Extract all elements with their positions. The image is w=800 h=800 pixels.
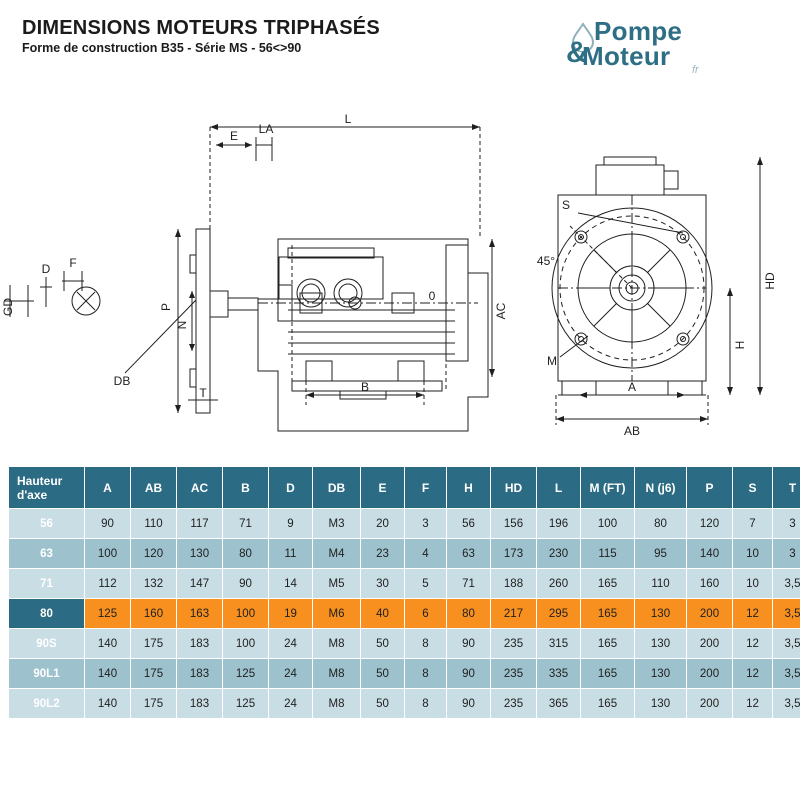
table-cell: 90 [447, 629, 491, 659]
table-cell: 80 [447, 599, 491, 629]
table-cell: 147 [177, 569, 223, 599]
table-cell: 196 [537, 509, 581, 539]
table-cell: 183 [177, 689, 223, 719]
table-cell: 165 [581, 629, 635, 659]
motor-front-view [552, 157, 763, 425]
table-cell: 200 [687, 629, 733, 659]
table-cell: 365 [537, 689, 581, 719]
label-D: D [41, 262, 51, 276]
table-cell: M6 [313, 599, 361, 629]
table-cell: 19 [269, 599, 313, 629]
table-cell: 125 [223, 689, 269, 719]
label-LA: LA [258, 122, 274, 136]
table-cell: 71 [223, 509, 269, 539]
table-cell: M8 [313, 659, 361, 689]
table-column-header: A [85, 467, 131, 509]
label-HD: HD [763, 272, 777, 290]
table-header-row [9, 467, 800, 509]
table-cell: 130 [635, 659, 687, 689]
table-column-header: M (FT) [581, 467, 635, 509]
table-cell: 315 [537, 629, 581, 659]
table-cell: 165 [581, 599, 635, 629]
table-cell: 3,5 [773, 569, 800, 599]
table-row [9, 599, 800, 629]
table-cell: 12 [733, 599, 773, 629]
table-cell: M3 [313, 509, 361, 539]
table-column-header: B [223, 467, 269, 509]
table-cell: 4 [405, 539, 447, 569]
brand-logo [566, 14, 782, 80]
table-cell: 12 [733, 629, 773, 659]
table-cell: 100 [223, 599, 269, 629]
table-cell: 40 [361, 599, 405, 629]
table-cell: 165 [581, 659, 635, 689]
logo-line1: Pompe [594, 16, 683, 46]
table-cell: 71 [447, 569, 491, 599]
table-cell: 100 [581, 509, 635, 539]
table-row [9, 659, 800, 689]
table-cell: 90 [447, 689, 491, 719]
page-title: DIMENSIONS MOTEURS TRIPHASÉS [22, 17, 380, 39]
table-cell: 3,5 [773, 599, 800, 629]
table-cell: 120 [687, 509, 733, 539]
table-row-label: 90L2 [9, 689, 85, 719]
dimensions-table-wrapper [8, 466, 800, 719]
page-subtitle: Forme de construction B35 - Série MS - 56<>90 [22, 41, 302, 55]
table-cell: 295 [537, 599, 581, 629]
table-row-label: 71 [9, 569, 85, 599]
table-column-header: T [773, 467, 800, 509]
table-row-label: 90L1 [9, 659, 85, 689]
table-cell: 125 [223, 659, 269, 689]
table-cell: 100 [223, 629, 269, 659]
table-cell: 112 [85, 569, 131, 599]
table-cell: 12 [733, 659, 773, 689]
table-cell: 12 [733, 689, 773, 719]
table-cell: 140 [85, 659, 131, 689]
table-cell: 175 [131, 659, 177, 689]
shaft-detail [4, 271, 100, 317]
table-cell: 24 [269, 659, 313, 689]
table-cell: 90 [85, 509, 131, 539]
table-row [9, 689, 800, 719]
table-cell: 165 [581, 569, 635, 599]
table-column-header: E [361, 467, 405, 509]
table-column-header: D [269, 467, 313, 509]
motor-side-view [210, 124, 495, 431]
table-row [9, 539, 800, 569]
table-cell: 130 [635, 629, 687, 659]
table-cell: 140 [85, 629, 131, 659]
table-cell: 130 [177, 539, 223, 569]
table-column-header: H [447, 467, 491, 509]
table-column-header: S [733, 467, 773, 509]
logo-ampersand: & [566, 36, 588, 69]
table-cell: 175 [131, 689, 177, 719]
table-row-label: 63 [9, 539, 85, 569]
label-AC: AC [494, 302, 508, 320]
motor-dimension-drawing [0, 95, 800, 460]
table-cell: 175 [131, 629, 177, 659]
table-cell: 260 [537, 569, 581, 599]
table-cell: M4 [313, 539, 361, 569]
table-cell: 5 [405, 569, 447, 599]
table-cell: 50 [361, 629, 405, 659]
label-B: B [360, 380, 370, 394]
table-cell: 10 [733, 539, 773, 569]
table-cell: 115 [581, 539, 635, 569]
label-L: L [344, 112, 352, 126]
table-cell: 56 [447, 509, 491, 539]
table-cell: 188 [491, 569, 537, 599]
table-cell: 6 [405, 599, 447, 629]
table-cell: 63 [447, 539, 491, 569]
table-cell: 235 [491, 629, 537, 659]
table-cell: 23 [361, 539, 405, 569]
table-cell: 160 [687, 569, 733, 599]
table-cell: 183 [177, 659, 223, 689]
table-cell: 165 [581, 689, 635, 719]
label-DB: DB [113, 374, 131, 388]
table-cell: 100 [85, 539, 131, 569]
table-cell: 335 [537, 659, 581, 689]
table-body [9, 509, 800, 719]
table-cell: 3,5 [773, 689, 800, 719]
label-AB: AB [623, 424, 641, 438]
label-A: A [627, 380, 637, 394]
label-E: E [229, 129, 239, 143]
table-cell: 130 [635, 599, 687, 629]
table-cell: 3 [405, 509, 447, 539]
table-column-header: Hauteur d'axe [9, 467, 85, 509]
table-cell: 183 [177, 629, 223, 659]
label-F: F [69, 256, 77, 270]
table-cell: 125 [85, 599, 131, 629]
table-cell: M5 [313, 569, 361, 599]
table-cell: 30 [361, 569, 405, 599]
table-cell: 200 [687, 689, 733, 719]
label-GD: GD [1, 298, 15, 316]
table-cell: 50 [361, 659, 405, 689]
dimensions-table [8, 466, 800, 719]
table-cell: 140 [85, 689, 131, 719]
table-cell: 10 [733, 569, 773, 599]
label-P: P [159, 302, 173, 312]
table-cell: 163 [177, 599, 223, 629]
table-cell: 140 [687, 539, 733, 569]
table-cell: 156 [491, 509, 537, 539]
table-cell: 95 [635, 539, 687, 569]
table-cell: 132 [131, 569, 177, 599]
table-row-label: 56 [9, 509, 85, 539]
technical-drawing [0, 95, 800, 460]
table-column-header: L [537, 467, 581, 509]
table-cell: 8 [405, 629, 447, 659]
table-cell: 14 [269, 569, 313, 599]
table-column-header: DB [313, 467, 361, 509]
logo-line2: Moteur [582, 41, 671, 71]
table-cell: 3 [773, 509, 800, 539]
table-row [9, 569, 800, 599]
table-column-header: P [687, 467, 733, 509]
label-angle: 45° [536, 254, 556, 268]
table-row-label: 80 [9, 599, 85, 629]
table-cell: 235 [491, 659, 537, 689]
table-cell: 50 [361, 689, 405, 719]
table-cell: 24 [269, 629, 313, 659]
page-header [0, 0, 800, 95]
label-N: N [175, 320, 189, 330]
table-cell: M8 [313, 689, 361, 719]
table-column-header: F [405, 467, 447, 509]
table-cell: 3,5 [773, 629, 800, 659]
table-cell: 230 [537, 539, 581, 569]
table-cell: 110 [635, 569, 687, 599]
table-cell: 90 [447, 659, 491, 689]
table-column-header: N (j6) [635, 467, 687, 509]
label-S: S [561, 198, 571, 212]
table-cell: 11 [269, 539, 313, 569]
flange-view [125, 229, 258, 413]
table-column-header: AC [177, 467, 223, 509]
label-M: M [547, 354, 557, 368]
label-zero: 0 [428, 289, 436, 303]
table-cell: 120 [131, 539, 177, 569]
table-cell: 7 [733, 509, 773, 539]
table-cell: 80 [223, 539, 269, 569]
table-cell: 3 [773, 539, 800, 569]
table-cell: 130 [635, 689, 687, 719]
table-cell: 117 [177, 509, 223, 539]
table-cell: 217 [491, 599, 537, 629]
table-cell: 110 [131, 509, 177, 539]
table-cell: 20 [361, 509, 405, 539]
table-row [9, 509, 800, 539]
table-cell: 173 [491, 539, 537, 569]
table-cell: 235 [491, 689, 537, 719]
table-cell: 9 [269, 509, 313, 539]
table-cell: 90 [223, 569, 269, 599]
table-column-header: HD [491, 467, 537, 509]
table-cell: M8 [313, 629, 361, 659]
table-cell: 160 [131, 599, 177, 629]
label-H: H [733, 340, 747, 350]
table-cell: 8 [405, 659, 447, 689]
table-cell: 200 [687, 599, 733, 629]
table-cell: 3,5 [773, 659, 800, 689]
table-column-header: AB [131, 467, 177, 509]
table-cell: 8 [405, 689, 447, 719]
table-cell: 80 [635, 509, 687, 539]
table-cell: 24 [269, 689, 313, 719]
label-T: T [199, 386, 207, 400]
table-row-label: 90S [9, 629, 85, 659]
logo-suffix: fr [692, 64, 699, 76]
table-row [9, 629, 800, 659]
table-cell: 200 [687, 659, 733, 689]
